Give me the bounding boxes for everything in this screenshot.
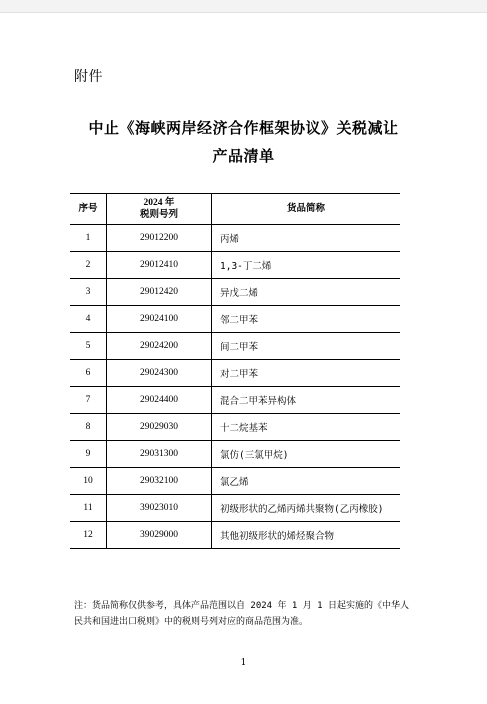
table-row [70, 360, 400, 387]
header-product-name: 货品简称 [212, 194, 401, 225]
header-tariff-year: 2024 年 [143, 198, 175, 208]
row-product-name: 其他初级形状的烯烃聚合物 [212, 522, 401, 549]
table-row [70, 333, 400, 360]
table-row [70, 495, 400, 522]
row-serial-number: 12 [70, 522, 107, 549]
row-product-name: 丙烯 [212, 225, 401, 252]
table-row [70, 225, 400, 252]
table-header-row [70, 194, 400, 225]
table-body [70, 225, 400, 549]
table-row [70, 306, 400, 333]
header-serial-number: 序号 [70, 194, 107, 225]
product-list-table [70, 193, 400, 549]
row-tariff-code: 29024300 [107, 360, 212, 387]
document-subtitle: 产品清单 [212, 147, 275, 165]
footnote [74, 598, 414, 630]
row-tariff-code: 29024200 [107, 333, 212, 360]
row-product-name: 邻二甲苯 [212, 306, 401, 333]
row-serial-number: 11 [70, 495, 107, 522]
row-product-name: 氯乙烯 [212, 468, 401, 495]
row-serial-number: 5 [70, 333, 107, 360]
table-row [70, 252, 400, 279]
row-product-name: 1,3-丁二烯 [212, 252, 401, 279]
row-tariff-code: 29032100 [107, 468, 212, 495]
row-tariff-code: 29012410 [107, 252, 212, 279]
attachment-label: 附件 [74, 69, 103, 85]
row-product-name: 对二甲苯 [212, 360, 401, 387]
footnote-line-2: 民共和国进出口税则》中的税则号列对应的商品范围为准。 [74, 617, 309, 627]
row-tariff-code: 29029030 [107, 414, 212, 441]
viewer-top-bar [0, 0, 487, 13]
row-product-name: 初级形状的乙烯丙烯共聚物(乙丙橡胶) [212, 495, 401, 522]
row-tariff-code: 29024400 [107, 387, 212, 414]
header-tariff-label: 税则号列 [139, 210, 178, 220]
row-tariff-code: 29012420 [107, 279, 212, 306]
row-serial-number: 4 [70, 306, 107, 333]
row-product-name: 十二烷基苯 [212, 414, 401, 441]
table-row [70, 441, 400, 468]
row-tariff-code: 29012200 [107, 225, 212, 252]
document-title: 中止《海峡两岸经济合作框架协议》关税减让 [88, 119, 399, 137]
row-serial-number: 10 [70, 468, 107, 495]
table-row [70, 279, 400, 306]
table-row [70, 387, 400, 414]
footnote-line-1: 注：货品简称仅供参考，具体产品范围以自 2024 年 1 月 1 日起实施的《中华人 [74, 601, 410, 611]
row-product-name: 混合二甲苯异构体 [212, 387, 401, 414]
header-tariff-code [107, 194, 212, 225]
row-tariff-code: 39029000 [107, 522, 212, 549]
row-tariff-code: 39023010 [107, 495, 212, 522]
row-tariff-code: 29031300 [107, 441, 212, 468]
table-row [70, 522, 400, 549]
row-serial-number: 6 [70, 360, 107, 387]
page-number: 1 [240, 658, 247, 668]
row-product-name: 异戊二烯 [212, 279, 401, 306]
table-row [70, 414, 400, 441]
row-serial-number: 1 [70, 225, 107, 252]
row-serial-number: 9 [70, 441, 107, 468]
row-serial-number: 7 [70, 387, 107, 414]
row-serial-number: 3 [70, 279, 107, 306]
row-product-name: 氯仿(三氯甲烷) [212, 441, 401, 468]
row-product-name: 间二甲苯 [212, 333, 401, 360]
table-row [70, 468, 400, 495]
row-serial-number: 8 [70, 414, 107, 441]
row-tariff-code: 29024100 [107, 306, 212, 333]
row-serial-number: 2 [70, 252, 107, 279]
